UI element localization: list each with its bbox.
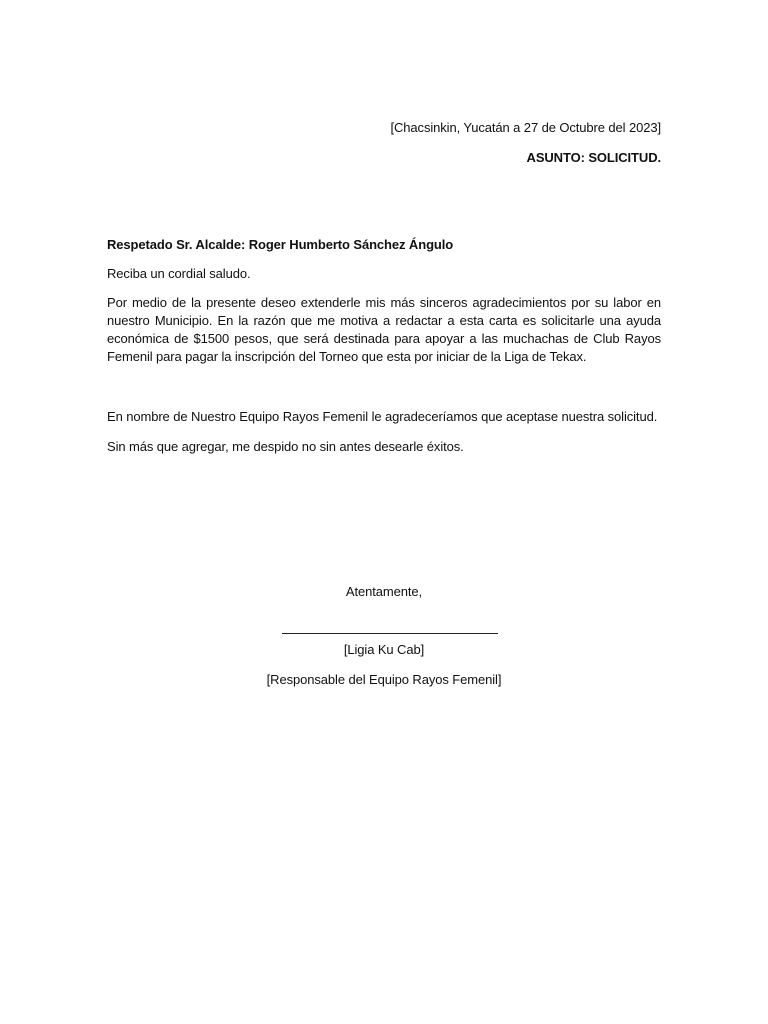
thanks-line: En nombre de Nuestro Equipo Rayos Femenil le agradeceríamos que aceptase nuestra solicitud. xyxy=(107,409,658,424)
main-paragraph: Por medio de la presente deseo extenderle mis más sinceros agradecimientos por su labor en nuestro Municipio. En la razón que me motiva a redactar a esta carta es solicitarle una ayuda económica de $1500 pesos, que será destinada para apoyar a las muchachas de Club Rayos Femenil para pagar la inscripción del Torneo que esta por iniciar de la Liga de Tekax. xyxy=(107,295,661,364)
salutation: Respetado Sr. Alcalde: Roger Humberto Sánchez Ángulo xyxy=(107,237,454,252)
signature-line xyxy=(282,633,498,634)
subject-line: ASUNTO: SOLICITUD. xyxy=(526,150,661,165)
signer-name: [Ligia Ku Cab] xyxy=(343,642,425,657)
signer-role: [Responsable del Equipo Rayos Femenil] xyxy=(266,672,502,687)
place-date: [Chacsinkin, Yucatán a 27 de Octubre del 2023] xyxy=(390,120,661,135)
closing-word: Atentamente, xyxy=(345,584,423,599)
closing-line: Sin más que agregar, me despido no sin antes desearle éxitos. xyxy=(107,439,464,454)
greeting: Reciba un cordial saludo. xyxy=(107,266,251,281)
